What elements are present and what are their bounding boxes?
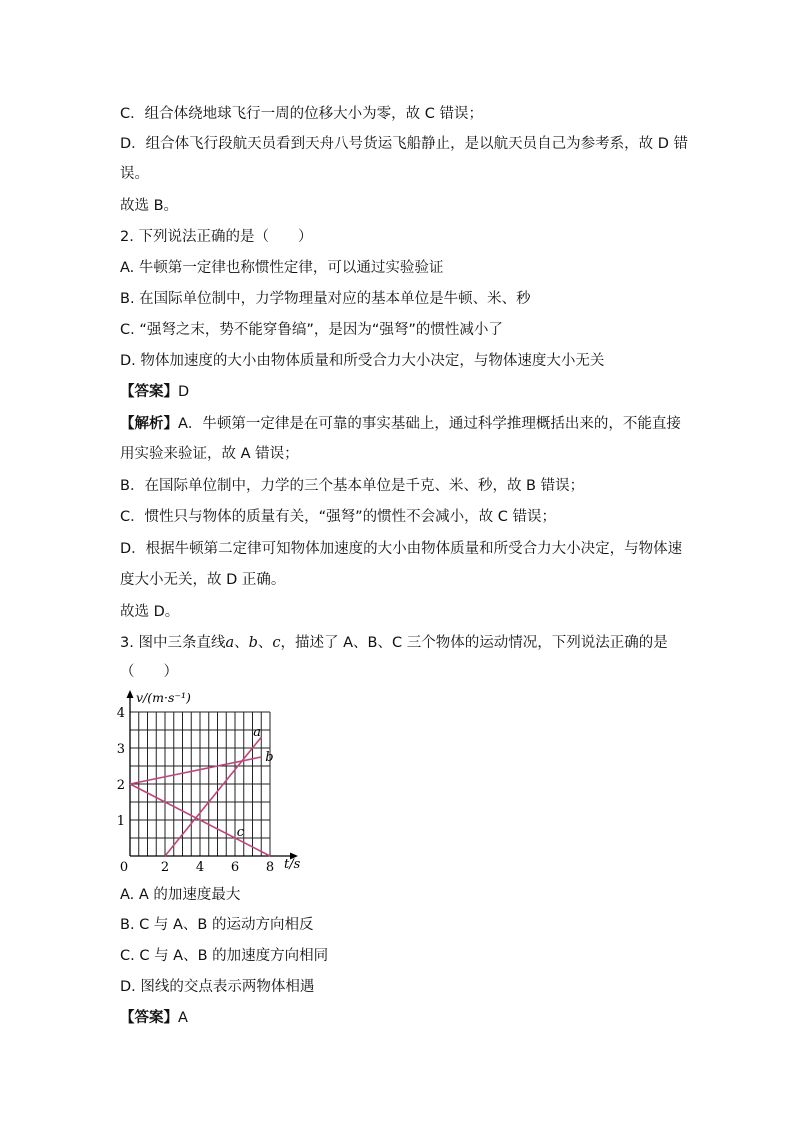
q2-answer-value: D [178, 384, 190, 400]
q2-analysis-2: 用实验来验证，故 A 错误； [120, 446, 299, 462]
graph-axes [127, 690, 299, 860]
q2-analysis-3: B．在国际单位制中，力学的三个基本单位是千克、米、秒，故 B 错误； [120, 478, 585, 494]
series-label-a: a [253, 725, 262, 741]
q3-answer-label: 【答案】 [120, 1010, 178, 1026]
x-tick-label: 4 [195, 860, 205, 875]
x-tick-label: 2 [160, 860, 170, 875]
series-label-c: c [236, 825, 245, 841]
prev-line-2: D．组合体飞行段航天员看到天舟八号货运飞船静止，是以航天员自己为参考系，故 D 错 [120, 136, 689, 152]
prev-conclusion: 故选 B。 [120, 198, 179, 214]
q2-analysis-6: 度大小无关，故 D 正确。 [120, 572, 286, 588]
q3-sep-2: 、 [257, 635, 273, 651]
q2-answer [120, 382, 680, 402]
q3-stem-line2: （ ） [120, 664, 178, 680]
q2-stem: 2. 下列说法正确的是（ ） [120, 229, 313, 245]
q3-option-d: D. 图线的交点表示两物体相遇 [120, 979, 315, 995]
y-tick-label: 1 [116, 814, 125, 829]
q3-sep-1: 、 [234, 635, 249, 651]
q2-conclusion: 故选 D。 [120, 604, 180, 620]
y-axis-label: v/(m·s⁻¹) [136, 690, 191, 705]
prev-line-1: C．组合体绕地球飞行一周的位移大小为零，故 C 错误； [120, 106, 483, 122]
q2-option-c: C. “强弩之末，势不能穿鲁缟”，是因为“强弩”的惯性减小了 [120, 322, 503, 338]
y-axis-arrow [127, 690, 134, 698]
y-tick-label: 4 [116, 706, 125, 721]
x-tick-label: 8 [265, 860, 275, 875]
x-tick-label: 6 [230, 860, 240, 875]
series-label-b: b [265, 750, 274, 765]
q3-line-c: c [272, 635, 281, 651]
q2-analysis-text-1: A．牛顿第一定律是在可靠的事实基础上，通过科学推理概括出来的，不能直接 [178, 416, 681, 432]
graph-grid [130, 712, 270, 856]
y-tick-label: 3 [116, 742, 125, 757]
q2-analysis-label: 【解析】 [120, 416, 178, 432]
q3-stem [120, 633, 680, 653]
q3-answer [120, 1008, 680, 1028]
q2-option-b: B. 在国际单位制中，力学物理量对应的基本单位是牛顿、米、秒 [120, 291, 531, 307]
q2-analysis-5: D．根据牛顿第二定律可知物体加速度的大小由物体质量和所受合力大小决定，与物体速 [120, 541, 683, 557]
q3-stem-pre: 3. 图中三条直线 [120, 635, 226, 651]
q2-answer-label: 【答案】 [120, 384, 178, 400]
q2-analysis-4: C．惯性只与物体的质量有关，“强弩”的惯性不会减小，故 C 错误； [120, 509, 556, 525]
q3-option-b: B. C 与 A、B 的运动方向相反 [120, 917, 314, 933]
q2-option-a: A. 牛顿第一定律也称惯性定律，可以通过实验验证 [120, 260, 444, 276]
y-tick-label: 2 [116, 778, 125, 793]
series-line-b [130, 757, 261, 784]
q3-line-b: b [248, 635, 258, 651]
prev-line-3: 误。 [120, 166, 149, 182]
q3-option-c: C. C 与 A、B 的加速度方向相同 [120, 948, 329, 964]
q3-answer-value: A [178, 1010, 188, 1026]
x-tick-label: 0 [119, 860, 129, 875]
q2-option-d: D. 物体加速度的大小由物体质量和所受合力大小决定，与物体速度大小无关 [120, 353, 605, 369]
q3-stem-post: ，描述了 A、B、C 三个物体的运动情况，下列说法正确的是 [280, 635, 668, 651]
q3-line-a: a [225, 635, 235, 651]
q2-analysis-1 [120, 414, 680, 434]
x-axis-label: t/s [284, 857, 301, 872]
q3-option-a: A. A 的加速度最大 [120, 887, 241, 903]
vt-graph [110, 686, 310, 876]
